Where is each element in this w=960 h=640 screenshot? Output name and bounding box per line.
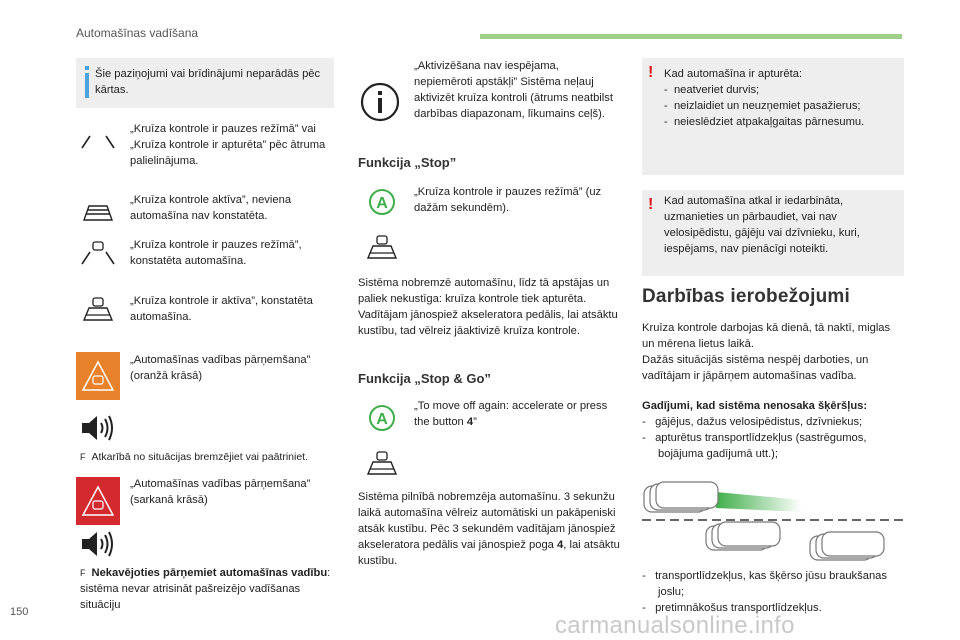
msg-cruise-active: „Kruīza kontrole aktīva”, neviena automašīna nav konstatēta. — [130, 194, 292, 222]
speaker-icon — [80, 414, 116, 442]
warning-restart-text: Kad automašīna atkal ir iedarbināta, uzmanieties un pārbaudiet, vai nav velosipēdistu, gājēju vai dzīvnieku, kuri, iespējams, nav pienācīgi noteikti. — [664, 195, 860, 255]
para-stop-go: Sistēma pilnībā nobremzēja automašīnu. 3 sekunžu laikā automašīna vēlreiz automātiski un pakāpeniski atsāk kustību. Pēc 3 sekundēm vadītājam jānospiež akseleratora pedālis vai jānospiež poga 4, lai atsāktu kustību. — [358, 491, 620, 567]
para-stop: Sistēma nobremzē automašīnu, līdz tā apstājas un paliek nekustīga: kruīza kontrole tiek apturēta. Vadītājam jānospiež akseleratora pedālis, lai atsāktu kustību, tad vēlreiz jāaktivizē kruīza kontrole. — [358, 277, 618, 337]
info-icon — [82, 66, 92, 98]
cruise-active-car-icon — [76, 296, 120, 322]
info-note-text: Šie paziņojumi vai brīdinājumi neparādās pēc kārtas. — [95, 68, 321, 96]
takeover-red-icon — [76, 477, 120, 525]
list-item: - transportlīdzekļus, kas šķērso jūsu braukšanas joslu; — [642, 570, 888, 598]
msg-activation-impossible: „Aktivizēšana nav iespējama, nepiemēroti apstākļi” Sistēma neļauj aktivizēt kruīza kontroli (ātrums neatbilst darbības diapazonam, līkumains ceļš). — [414, 60, 613, 120]
para-limits-2: Dažās situācijās sistēma nespēj darboties, un vadītājam ir jāpārņem automašīnas vadība. — [642, 354, 869, 382]
msg-cruise-paused-car: „Kruīza kontrole ir pauzes režīmā”, konstatēta automašīna. — [130, 239, 302, 267]
cruise-paused-icon — [76, 128, 120, 150]
warning-exclamation-icon: ! — [648, 196, 654, 213]
page-number: 150 — [10, 606, 29, 618]
takeover-orange-icon — [76, 352, 120, 400]
section-title-stop: Funkcija „Stop” — [358, 155, 457, 170]
msg-stop-go: „To move off again: accelerate or press the button 4” — [414, 400, 608, 428]
traffic-jam-illustration — [642, 478, 904, 562]
page-header-title: Automašīnas vadīšana — [76, 26, 199, 40]
header-accent-bar — [480, 34, 902, 39]
cruise-a-green-icon — [362, 404, 402, 432]
list-item: - neatveriet durvis; — [664, 84, 760, 96]
cases-list: Gadījumi, kad sistēma nenosaka šķēršļus: - gājējus, dažus velosipēdistus, dzīvniekus; - apturētus transportlīdzekļus (sastrēgumos, bojājuma gadījumā utt.); — [642, 398, 904, 462]
bullet-take-control: F Nekavējoties pārņemiet automašīnas vadību: sistēma nevar atrisināt pašreizējo vadīšanas situāciju — [80, 567, 331, 611]
section-title-stop-go: Funkcija „Stop & Go” — [358, 371, 491, 386]
list-item: - apturētus transportlīdzekļus (sastrēgumos, bojājuma gadījumā utt.); — [642, 432, 867, 460]
warning-stopped-text: Kad automašīna ir apturēta: - neatveriet durvis; - neizlaidiet un neuzņemiet pasažierus; - neieslēdziet atpakaļgaitas pārnesumu. — [664, 66, 900, 130]
speaker-icon — [80, 530, 116, 558]
info-circle-icon — [360, 82, 400, 122]
msg-takeover-red: „Automašīnas vadības pārņemšana” (sarkanā krāsā) — [130, 478, 311, 506]
bullet-arrow-icon: F — [80, 452, 86, 462]
car-stopped-icon — [360, 234, 404, 260]
cruise-a-green-icon — [362, 188, 402, 216]
watermark: carmanualsonline.info — [555, 612, 795, 639]
para-limits-1: Kruīza kontrole darbojas kā dienā, tā naktī, miglas un mērena lietus laikā. — [642, 322, 891, 350]
msg-stop-paused: „Kruīza kontrole ir pauzes režīmā” (uz dažām sekundēm). — [414, 186, 602, 214]
cruise-paused-car-icon — [76, 240, 120, 266]
bullet-arrow-icon: F — [80, 568, 86, 578]
msg-cruise-paused: „Kruīza kontrole ir pauzes režīmā” vai „Kruīza kontrole ir apturēta” pēc ātruma palielinājuma. — [130, 123, 326, 167]
bullet-brake-accelerate: F Atkarībā no situācijas bremzējiet vai paātriniet. — [80, 451, 309, 463]
list-item: - neieslēdziet atpakaļgaitas pārnesumu. — [664, 116, 865, 128]
svg-text:A: A — [376, 195, 388, 212]
list-item: - neizlaidiet un neuzņemiet pasažierus; — [664, 100, 861, 112]
warning-exclamation-icon: ! — [648, 64, 654, 81]
svg-text:A: A — [376, 411, 388, 428]
car-stopped-icon — [360, 450, 404, 476]
cruise-active-icon — [76, 200, 120, 222]
cases-list-2 — [642, 568, 904, 616]
list-item: - gājējus, dažus velosipēdistus, dzīvniekus; — [642, 416, 863, 428]
section-title-limits: Darbības ierobežojumi — [642, 286, 850, 307]
msg-takeover-orange: „Automašīnas vadības pārņemšana” (oranžā krāsā) — [130, 354, 311, 382]
msg-cruise-active-car: „Kruīza kontrole ir aktīva”, konstatēta automašīna. — [130, 295, 313, 323]
list-item: - pretimnākošus transportlīdzekļus. — [642, 602, 822, 614]
